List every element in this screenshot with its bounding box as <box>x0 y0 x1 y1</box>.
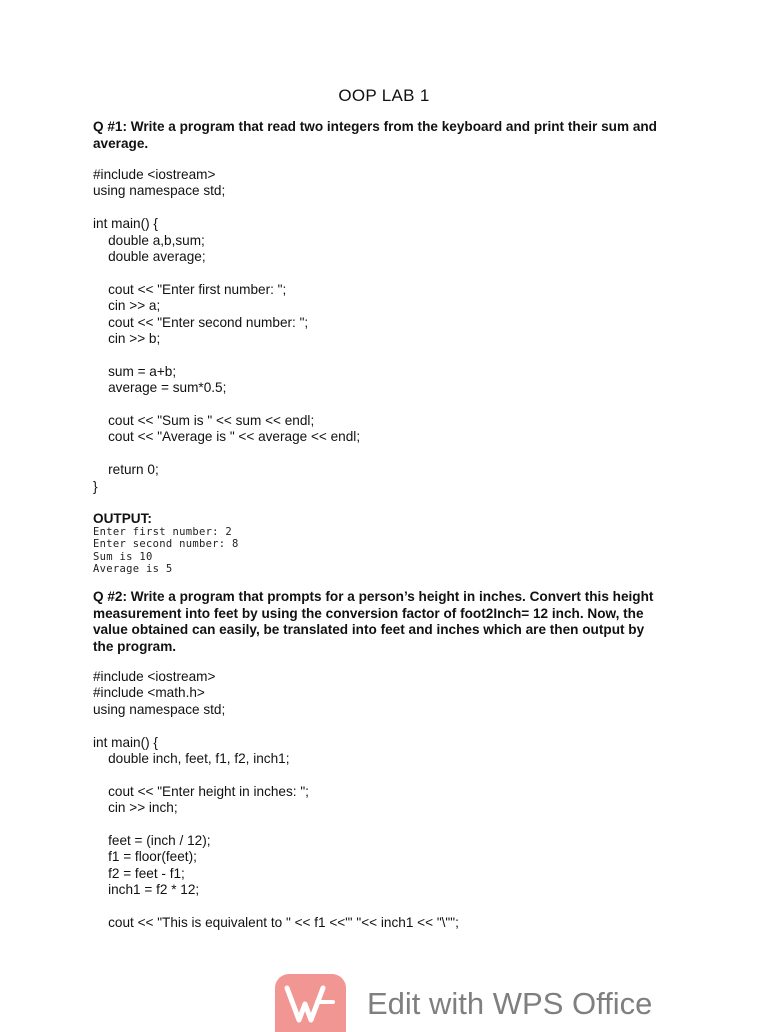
code-line: double inch, feet, f1, f2, inch1; <box>93 751 290 767</box>
code-line: sum = a+b; <box>93 363 177 379</box>
q1-code-block <box>93 167 663 495</box>
code-line: cout << "Enter second number: "; <box>93 314 309 330</box>
code-line <box>93 899 663 915</box>
code-line: using namespace std; <box>93 183 226 199</box>
code-line: inch1 = f2 * 12; <box>93 882 200 898</box>
console-line: Enter first number: 2 <box>93 526 233 538</box>
code-line: cout << "Sum is " << sum << endl; <box>93 413 315 429</box>
code-line: double average; <box>93 249 206 265</box>
code-line: #include <iostream> <box>93 669 216 684</box>
q2-code-block <box>93 669 663 931</box>
code-line <box>93 397 663 413</box>
q1-question: Q #1: Write a program that read two integers from the keyboard and print their sum and average. <box>93 119 657 151</box>
code-line <box>93 265 663 281</box>
output-label: OUTPUT: <box>93 511 152 526</box>
q2-section <box>93 589 663 655</box>
code-line: using namespace std; <box>93 701 226 717</box>
q1-section <box>93 119 663 152</box>
q1-output-section <box>93 512 663 575</box>
console-line: Sum is 10 <box>93 550 153 563</box>
code-line <box>93 200 663 216</box>
wps-logo-icon <box>275 974 346 1032</box>
code-line: int main() { <box>93 216 158 232</box>
code-line: f1 = floor(feet); <box>93 849 197 865</box>
code-line <box>93 817 663 833</box>
code-line: #include <iostream> <box>93 167 216 182</box>
code-line: cout << "Enter height in inches: "; <box>93 783 309 799</box>
code-line: f2 = feet - f1; <box>93 865 185 881</box>
q2-question: Q #2: Write a program that prompts for a person’s height in inches. Convert this height measurement into feet by using the conversion factor of foot2Inch= 12 inch. Now, the value obtained can easily, be translated into feet and inches which are then output by the program. <box>93 589 654 654</box>
code-line: int main() { <box>93 734 158 750</box>
code-line <box>93 767 663 783</box>
wps-watermark-text: Edit with WPS Office <box>367 986 653 1021</box>
code-line: cin >> inch; <box>93 800 178 816</box>
code-line <box>93 347 663 363</box>
console-line: Enter second number: 8 <box>93 538 239 551</box>
code-line: feet = (inch / 12); <box>93 833 211 849</box>
code-line: average = sum*0.5; <box>93 380 227 396</box>
code-line: double a,b,sum; <box>93 232 205 248</box>
console-output <box>93 526 663 575</box>
code-line: cout << "Enter first number: "; <box>93 281 287 297</box>
code-line: } <box>93 478 98 494</box>
code-line <box>93 718 663 734</box>
code-line <box>93 446 663 462</box>
code-line: cout << "This is equivalent to " << f1 <<"' "<< inch1 << "\""; <box>93 915 459 931</box>
wps-watermark[interactable] <box>275 972 695 1024</box>
code-line: #include <math.h> <box>93 685 205 701</box>
code-line: cin >> a; <box>93 298 161 314</box>
code-line: cout << "Average is " << average << endl; <box>93 429 361 445</box>
code-line: cin >> b; <box>93 331 161 347</box>
code-line: return 0; <box>93 462 159 478</box>
console-line: Average is 5 <box>93 562 173 575</box>
document-title: OOP LAB 1 <box>338 86 430 105</box>
